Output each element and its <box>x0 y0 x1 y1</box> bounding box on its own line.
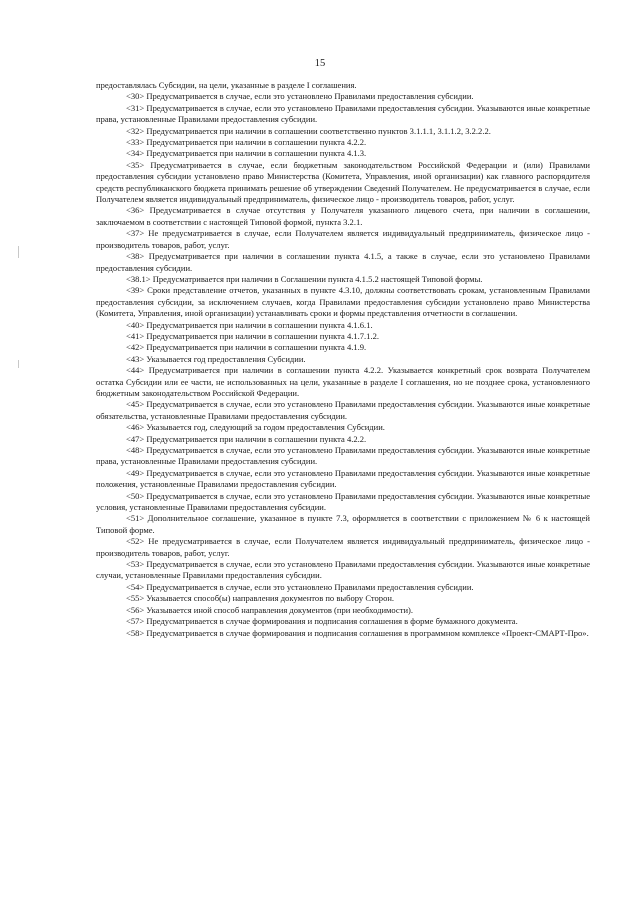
footnote-46: <46> Указывается год, следующий за годом предоставления Субсидии. <box>126 422 385 433</box>
footnote-47: <47> Предусматривается при наличии в соглашении пункта 4.2.2. <box>126 433 367 444</box>
margin-scan-mark <box>18 360 19 368</box>
page-number: 15 <box>314 58 326 69</box>
footnote-52: <52> Не предусматривается в случае, если Получателем является индивидуальный предприниматель, физическое лицо - производитель товаров, работ, услуг. <box>96 536 590 558</box>
footnote-37: <37> Не предусматривается в случае, если Получателем является индивидуальный предприниматель, физическое лицо - производитель товаров, работ, услуг. <box>96 228 590 250</box>
footnote-39: <39> Сроки представление отчетов, указанных в пункте 4.3.10, должны соответствовать срокам, установленным Правилами предоставления субсидии, за исключением случаев, когда Правилами предоставления субсидии установлено право Министерства (Комитета, Управления, иной организации) устанавливать сроки и формы представления отчетности в соглашении. <box>96 285 590 319</box>
footnote-41: <41> Предусматривается при наличии в соглашении пункта 4.1.7.1.2. <box>126 330 379 341</box>
footnote-31: <31> Предусматривается в случае, если это установлено Правилами предоставления субсидии. Указываются иные конкретные права, установленные Правилами предоставления субсидии. <box>96 102 590 125</box>
footnote-36: <36> Предусматривается в случае отсутствия у Получателя указанного лицевого счета, при наличии в соглашении, заключаемом в соответствии с настоящей Типовой формой, пункта 3.2.1. <box>96 205 590 227</box>
footnote-38-1: <38.1> Предусматривается при наличии в Соглашении пункта 4.1.5.2 настоящей Типовой формы. <box>126 273 483 284</box>
footnote-35: <35> Предусматривается в случае, если бюджетным законодательством Российской Федерации и (или) Правилами предоставления субсидии установлено право Министерства (Комитета, Управления, иной организации) как главного распорядителя средств республиканского бюджета принимать решение об утверждении Сведений Получателем. Не предусматривается в случае, если Получателем является индивидуальный предприниматель, физическое лицо - производитель товаров, работ, услуг. <box>96 159 590 205</box>
footnote-43: <43> Указывается год предоставления Субсидии. <box>126 353 306 364</box>
footnote-50: <50> Предусматривается в случае, если это установлено Правилами предоставления субсидии. Указываются иные конкретные условия, установленные Правилами предоставления субсидии. <box>96 490 590 513</box>
footnotes-body <box>96 80 590 639</box>
footnote-continuation: предоставлялась Субсидии, на цели, указанные в разделе I соглашения. <box>96 80 357 90</box>
footnote-30: <30> Предусматривается в случае, если это установлено Правилами предоставления субсидии. <box>126 91 474 102</box>
footnote-55: <55> Указывается способ(ы) направления документов по выбору Сторон. <box>126 593 395 604</box>
footnote-51: <51> Дополнительное соглашение, указанное в пункте 7.3, оформляется в соответствии с приложением № 6 к настоящей Типовой форме. <box>96 513 590 535</box>
footnote-54: <54> Предусматривается в случае, если это установлено Правилами предоставления субсидии. <box>126 581 474 592</box>
margin-scan-mark <box>18 246 19 258</box>
footnote-44: <44> Предусматривается при наличии в соглашении пункта 4.2.2. Указывается конкретный срок возврата Получателем остатка Субсидии или ее части, не использованных на цели, указанные в разделе I соглашения, но не позднее срока, установленного бюджетным законодательством Российской Федерации. <box>96 365 590 398</box>
footnote-53: <53> Предусматривается в случае, если это установлено Правилами предоставления субсидии. Указываются иные конкретные случаи, установленные Правилами предоставления субсидии. <box>96 559 590 581</box>
footnote-40: <40> Предусматривается при наличии в соглашении пункта 4.1.6.1. <box>126 319 373 330</box>
footnote-33: <33> Предусматривается при наличии в соглашении пункта 4.2.2. <box>126 137 367 148</box>
footnote-49: <49> Предусматривается в случае, если это установлено Правилами предоставления субсидии. Указываются иные конкретные положения, установленные Правилами предоставления субсидии. <box>96 467 590 490</box>
footnote-32: <32> Предусматривается при наличии в соглашении соответственно пунктов 3.1.1.1, 3.1.1.2, 3.2.2.2. <box>126 125 491 136</box>
footnote-58: <58> Предусматривается в случае формирования и подписания соглашения в программном комплексе «Проект-СМАРТ-Про». <box>126 627 589 638</box>
footnote-57: <57> Предусматривается в случае формирования и подписания соглашения в форме бумажного документа. <box>126 616 518 627</box>
footnote-45: <45> Предусматривается в случае, если это установлено Правилами предоставления субсидии. Указываются иные конкретные обязательства, установленные Правилами предоставления субсидии. <box>96 399 590 421</box>
footnote-34: <34> Предусматривается при наличии в соглашении пункта 4.1.3. <box>126 148 367 159</box>
footnote-38: <38> Предусматривается при наличии в соглашении пункта 4.1.5, а также в случае, если это установлено Правилами предоставления субсидии. <box>96 251 590 273</box>
footnote-42: <42> Предусматривается при наличии в соглашении пункта 4.1.9. <box>126 342 367 353</box>
footnote-48: <48> Предусматривается в случае, если это установлено Правилами предоставления субсидии. Указываются иные конкретные права, установленные Правилами предоставления субсидии. <box>96 445 590 467</box>
footnote-56: <56> Указывается иной способ направления документов (при необходимости). <box>126 604 414 615</box>
